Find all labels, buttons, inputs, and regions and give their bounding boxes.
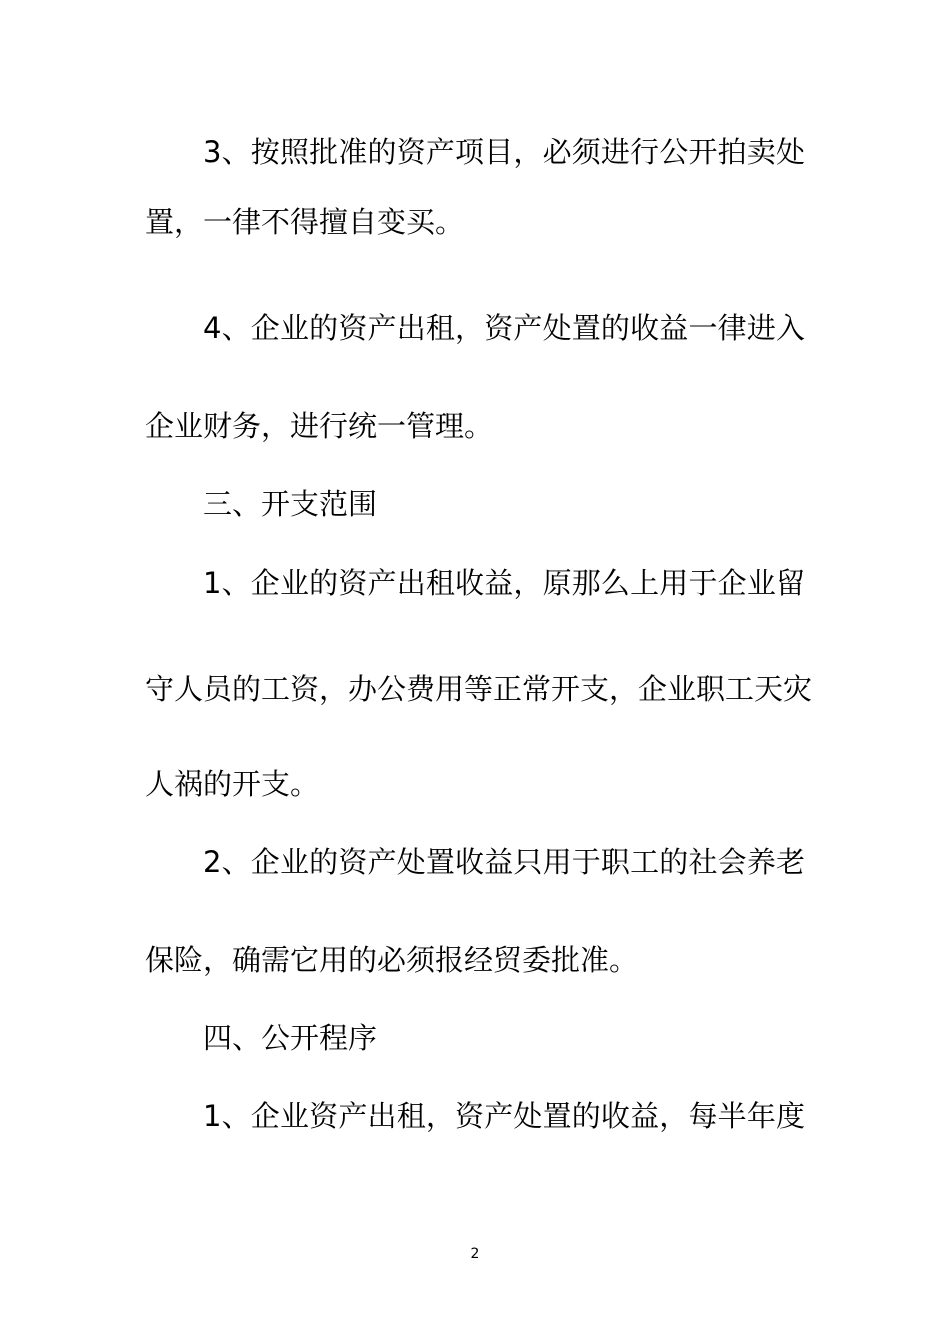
page-number: 2	[470, 1246, 480, 1262]
text-line-proc1-start: 1、企业资产出租，资产处置的收益，每半年度	[203, 1099, 805, 1133]
text-line-exp2-end: 保险，确需它用的必须报经贸委批准。	[145, 943, 639, 977]
text-line-item4-start: 4、企业的资产出租，资产处置的收益一律进入	[203, 311, 805, 345]
text-line-exp1-start: 1、企业的资产出租收益，原那么上用于企业留	[203, 566, 805, 600]
text-line-item4-end: 企业财务，进行统一管理。	[145, 409, 494, 443]
section-heading-disclosure-procedure: 四、公开程序	[203, 1021, 378, 1055]
text-line-item3-end: 置，一律不得擅自变买。	[145, 205, 465, 239]
text-line-exp1-middle: 守人员的工资，办公费用等正常开支，企业职工天灾	[145, 672, 813, 706]
text-line-exp2-start: 2、企业的资产处置收益只用于职工的社会养老	[203, 845, 805, 879]
section-heading-expenditure-scope: 三、开支范围	[203, 487, 378, 521]
text-line-exp1-end: 人祸的开支。	[145, 767, 320, 801]
text-line-item3-start: 3、按照批准的资产项目，必须进行公开拍卖处	[203, 135, 805, 169]
